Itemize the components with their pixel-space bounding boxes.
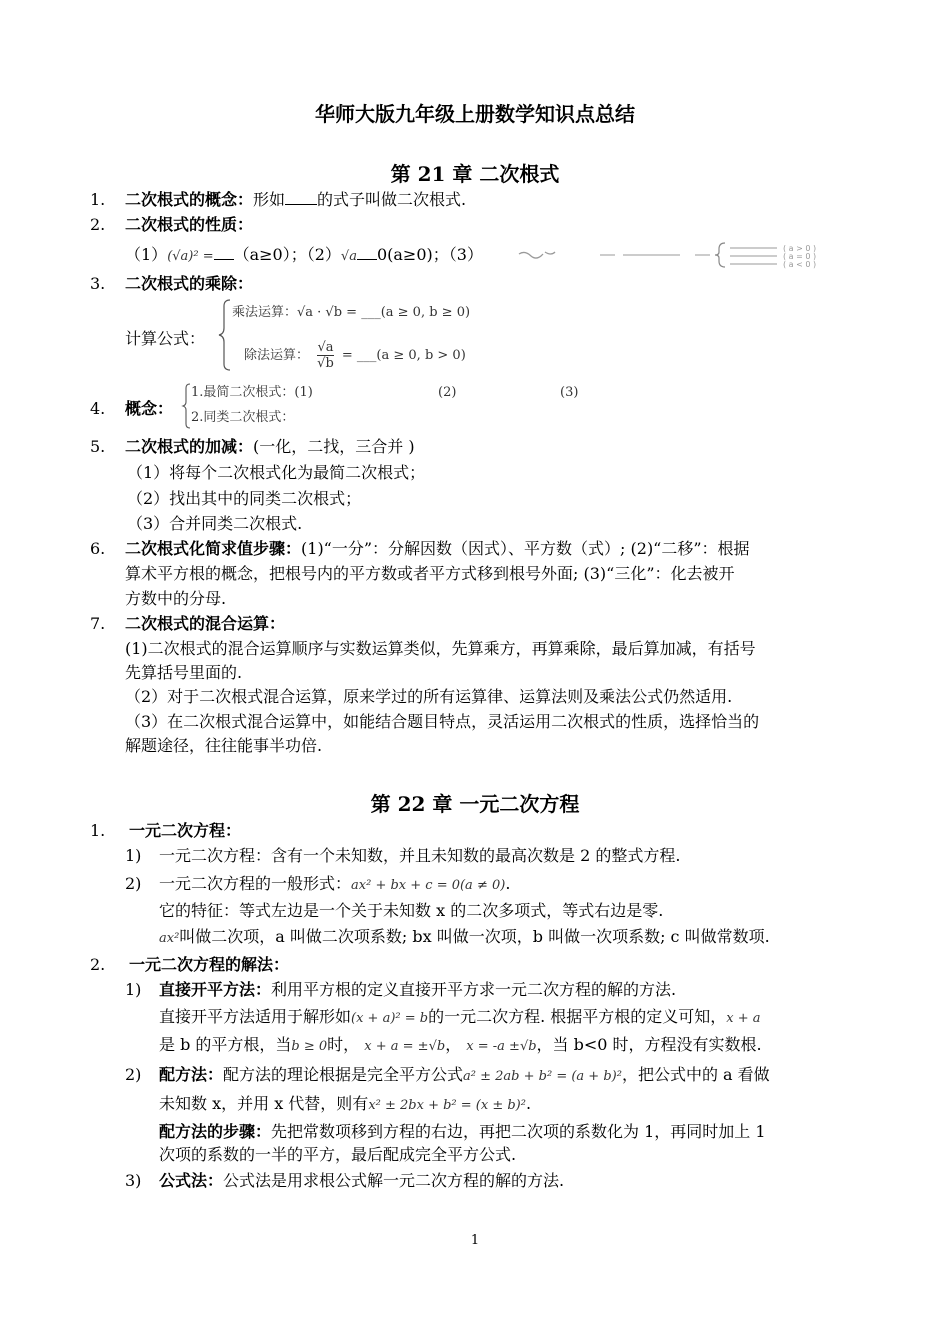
method-detail xyxy=(159,1006,761,1030)
steps-text: 先把常数项移到方程的右边，再把二次项的系数化为 1，再同时加上 1 xyxy=(271,1122,766,1141)
item-text: 形如 xyxy=(253,190,286,209)
sub-number: 1) xyxy=(125,846,142,865)
step-text: （1）将每个二次根式化为最简二次根式； xyxy=(127,463,426,482)
sub-number: 2) xyxy=(125,874,142,893)
ch21-item-6 xyxy=(125,538,750,560)
condition-3: (3) xyxy=(560,385,579,400)
detail-text: 直接开平方法适用于解形如 xyxy=(159,1007,352,1026)
method-direct-root xyxy=(159,979,676,1001)
item-number: 6. xyxy=(90,539,106,558)
method-text: 配方法的理论根据是完全平方公式 xyxy=(223,1065,464,1084)
item-number: 4. xyxy=(90,399,106,418)
sub-number: 3) xyxy=(125,1171,142,1190)
terms-description: 叫做二次项，a 叫做二次项系数; bx 叫做一次项，b 叫做一次项系数; c 叫做常数项. xyxy=(179,927,770,946)
fraction-numerator: √a xyxy=(317,340,334,355)
formula: (x + a)² = b xyxy=(351,1011,429,1026)
terms-text xyxy=(159,926,770,950)
fraction xyxy=(317,340,334,371)
formula: x = -a ±√b xyxy=(466,1039,537,1054)
item-number: 7. xyxy=(90,614,106,633)
sub-number: 1) xyxy=(125,980,142,999)
item-text: 的式子叫做二次根式. xyxy=(317,190,467,209)
detail-text: 的一元二次方程. 根据平方根的定义可知， xyxy=(428,1007,727,1026)
division-formula: = ___(a ≥ 0, b > 0) xyxy=(341,348,466,363)
method-steps xyxy=(159,1121,766,1143)
ch21-item-4-label: 概念： xyxy=(125,399,174,418)
property-text: （a≥0）；（2） xyxy=(233,245,341,264)
item-label: 二次根式的加减： xyxy=(125,437,254,456)
document-title: 华师大版九年级上册数学知识点总结 xyxy=(315,102,635,126)
method-label: 直接开平方法： xyxy=(159,980,272,999)
sub-number: 2) xyxy=(125,1065,142,1084)
feature-text: 它的特征：等式左边是一个关于未知数 x 的二次多项式，等式右边是零. xyxy=(159,901,664,920)
similar-radical-concept: 2.同类二次根式： xyxy=(191,410,295,425)
ch21-item-1 xyxy=(125,189,466,211)
item-text: 先算括号里面的. xyxy=(125,663,243,682)
item-text: 方数中的分母. xyxy=(125,589,227,608)
item-text: （3）在二次根式混合运算中，如能结合题目特点，灵活运用二次根式的性质，选择恰当的 xyxy=(125,712,760,731)
multiplication-rule: 乘法运算：√a · √b = ___(a ≥ 0, b ≥ 0) xyxy=(232,305,471,320)
punctuation: . xyxy=(505,874,511,893)
formula: ax² xyxy=(159,931,180,946)
item-number: 5. xyxy=(90,437,106,456)
left-brace-icon xyxy=(218,298,232,372)
method-label: 公式法： xyxy=(159,1171,224,1190)
ch22-item-1-label: 一元二次方程： xyxy=(129,821,242,840)
item-text: (1)“一分”：分解因数（因式）、平方数（式）; (2)“二移”：根据 xyxy=(301,539,750,558)
svg-text:( a < 0 ): ( a < 0 ) xyxy=(783,260,817,269)
fraction-denominator: √b xyxy=(317,356,334,371)
division-rule xyxy=(244,340,466,371)
item-text: (1)二次根式的混合运算顺序与实数运算类似，先算乘方，再算乘除，最后算加减，有括号 xyxy=(125,639,756,658)
method-completing-square xyxy=(159,1064,770,1088)
item-text: 算术平方根的概念，把根号内的平方数或者平方式移到根号外面; (3)“三化”：化去被开 xyxy=(125,564,735,583)
ch21-item-5 xyxy=(125,436,415,458)
property-text: （1） xyxy=(125,245,168,264)
step-text: （2）找出其中的同类二次根式； xyxy=(127,489,362,508)
ch21-item-7-label: 二次根式的混合运算： xyxy=(125,614,286,633)
calc-formula-label: 计算公式： xyxy=(125,329,206,348)
method-formula xyxy=(159,1170,564,1192)
ch21-item-2-properties xyxy=(125,244,483,268)
faded-formula-graphic xyxy=(515,240,860,270)
condition-2: (2) xyxy=(438,385,457,400)
step-text: （3）合并同类二次根式. xyxy=(127,514,303,533)
general-form xyxy=(159,873,510,897)
detail-text: . xyxy=(525,1094,532,1113)
steps-label: 配方法的步骤： xyxy=(159,1122,272,1141)
item-number: 1. xyxy=(90,190,106,209)
fill-blank xyxy=(285,190,317,205)
method-text: 公式法是用求根公式解一元二次方程的解的方法. xyxy=(223,1171,565,1190)
general-form-label: 一元二次方程的一般形式： xyxy=(159,874,352,893)
condition-1: (1) xyxy=(294,385,313,400)
svg-text:( a > 0 ): ( a > 0 ) xyxy=(783,244,817,253)
division-label: 除法运算： xyxy=(244,348,310,363)
item-number: 1. xyxy=(90,821,106,840)
item-number: 2. xyxy=(90,955,106,974)
detail-text: 是 b 的平方根，当 xyxy=(159,1035,292,1054)
formula: ax² + bx + c = 0(a ≠ 0) xyxy=(351,878,506,893)
detail-text: ，当 b<0 时，方程没有实数根. xyxy=(536,1035,762,1054)
page-number: 1 xyxy=(470,1233,480,1248)
item-text: （2）对于二次根式混合运算，原来学过的所有运算律、运算法则及乘法公式仍然适用. xyxy=(125,687,733,706)
definition-text: 一元二次方程：含有一个未知数，并且未知数的最高次数是 2 的整式方程. xyxy=(159,846,681,865)
formula: x + a = ±√b xyxy=(364,1039,446,1054)
formula: (√a)² = xyxy=(167,249,214,264)
item-text: (一化，二找，三合并 ) xyxy=(253,437,415,456)
fill-blank xyxy=(214,245,234,260)
svg-text:( a = 0 ): ( a = 0 ) xyxy=(783,252,817,261)
formula: x² ± 2bx + b² = (x ± b)² xyxy=(368,1098,526,1113)
formula: x + a xyxy=(726,1011,761,1026)
property-text: 0(a≥0)；（3） xyxy=(376,245,483,264)
item-number: 2. xyxy=(90,215,106,234)
steps-text: 次项的系数的一半的平方，最后配成完全平方公式. xyxy=(159,1145,517,1164)
ch22-item-2-label: 一元二次方程的解法： xyxy=(129,955,290,974)
simplest-radical-concept xyxy=(191,382,313,404)
chapter-22-title: 第 22 章 一元二次方程 xyxy=(370,792,580,816)
method-detail xyxy=(159,1093,531,1117)
formula: √a xyxy=(340,249,357,264)
left-brace-icon xyxy=(181,382,191,430)
formula: b ≥ 0 xyxy=(291,1039,328,1054)
method-text: ，把公式中的 a 看做 xyxy=(621,1065,770,1084)
item-number: 3. xyxy=(90,274,106,293)
formula: a² ± 2ab + b² = (a + b)² xyxy=(463,1069,622,1084)
item-label: 二次根式化简求值步骤： xyxy=(125,539,302,558)
ch21-item-3-label: 二次根式的乘除： xyxy=(125,274,254,293)
detail-text: 时， xyxy=(327,1035,360,1054)
method-detail: 是 b 的平方根，当b ≥ 0时， x + a = ±√b， x = -a ±√b，当 b<0 时，方程没有实数根. xyxy=(159,1035,762,1054)
detail-text: 未知数 x，并用 x 代替，则有 xyxy=(159,1094,369,1113)
item-label: 二次根式的概念： xyxy=(125,190,254,209)
chapter-21-title: 第 21 章 二次根式 xyxy=(390,162,560,186)
concept-label: 1.最简二次根式： xyxy=(191,385,295,400)
ch21-item-2-label: 二次根式的性质： xyxy=(125,215,254,234)
method-label: 配方法： xyxy=(159,1065,224,1084)
fill-blank xyxy=(357,245,377,260)
method-text: 利用平方根的定义直接开平方求一元二次方程的解的方法. xyxy=(271,980,677,999)
item-text: 解题途径，往往能事半功倍. xyxy=(125,736,323,755)
